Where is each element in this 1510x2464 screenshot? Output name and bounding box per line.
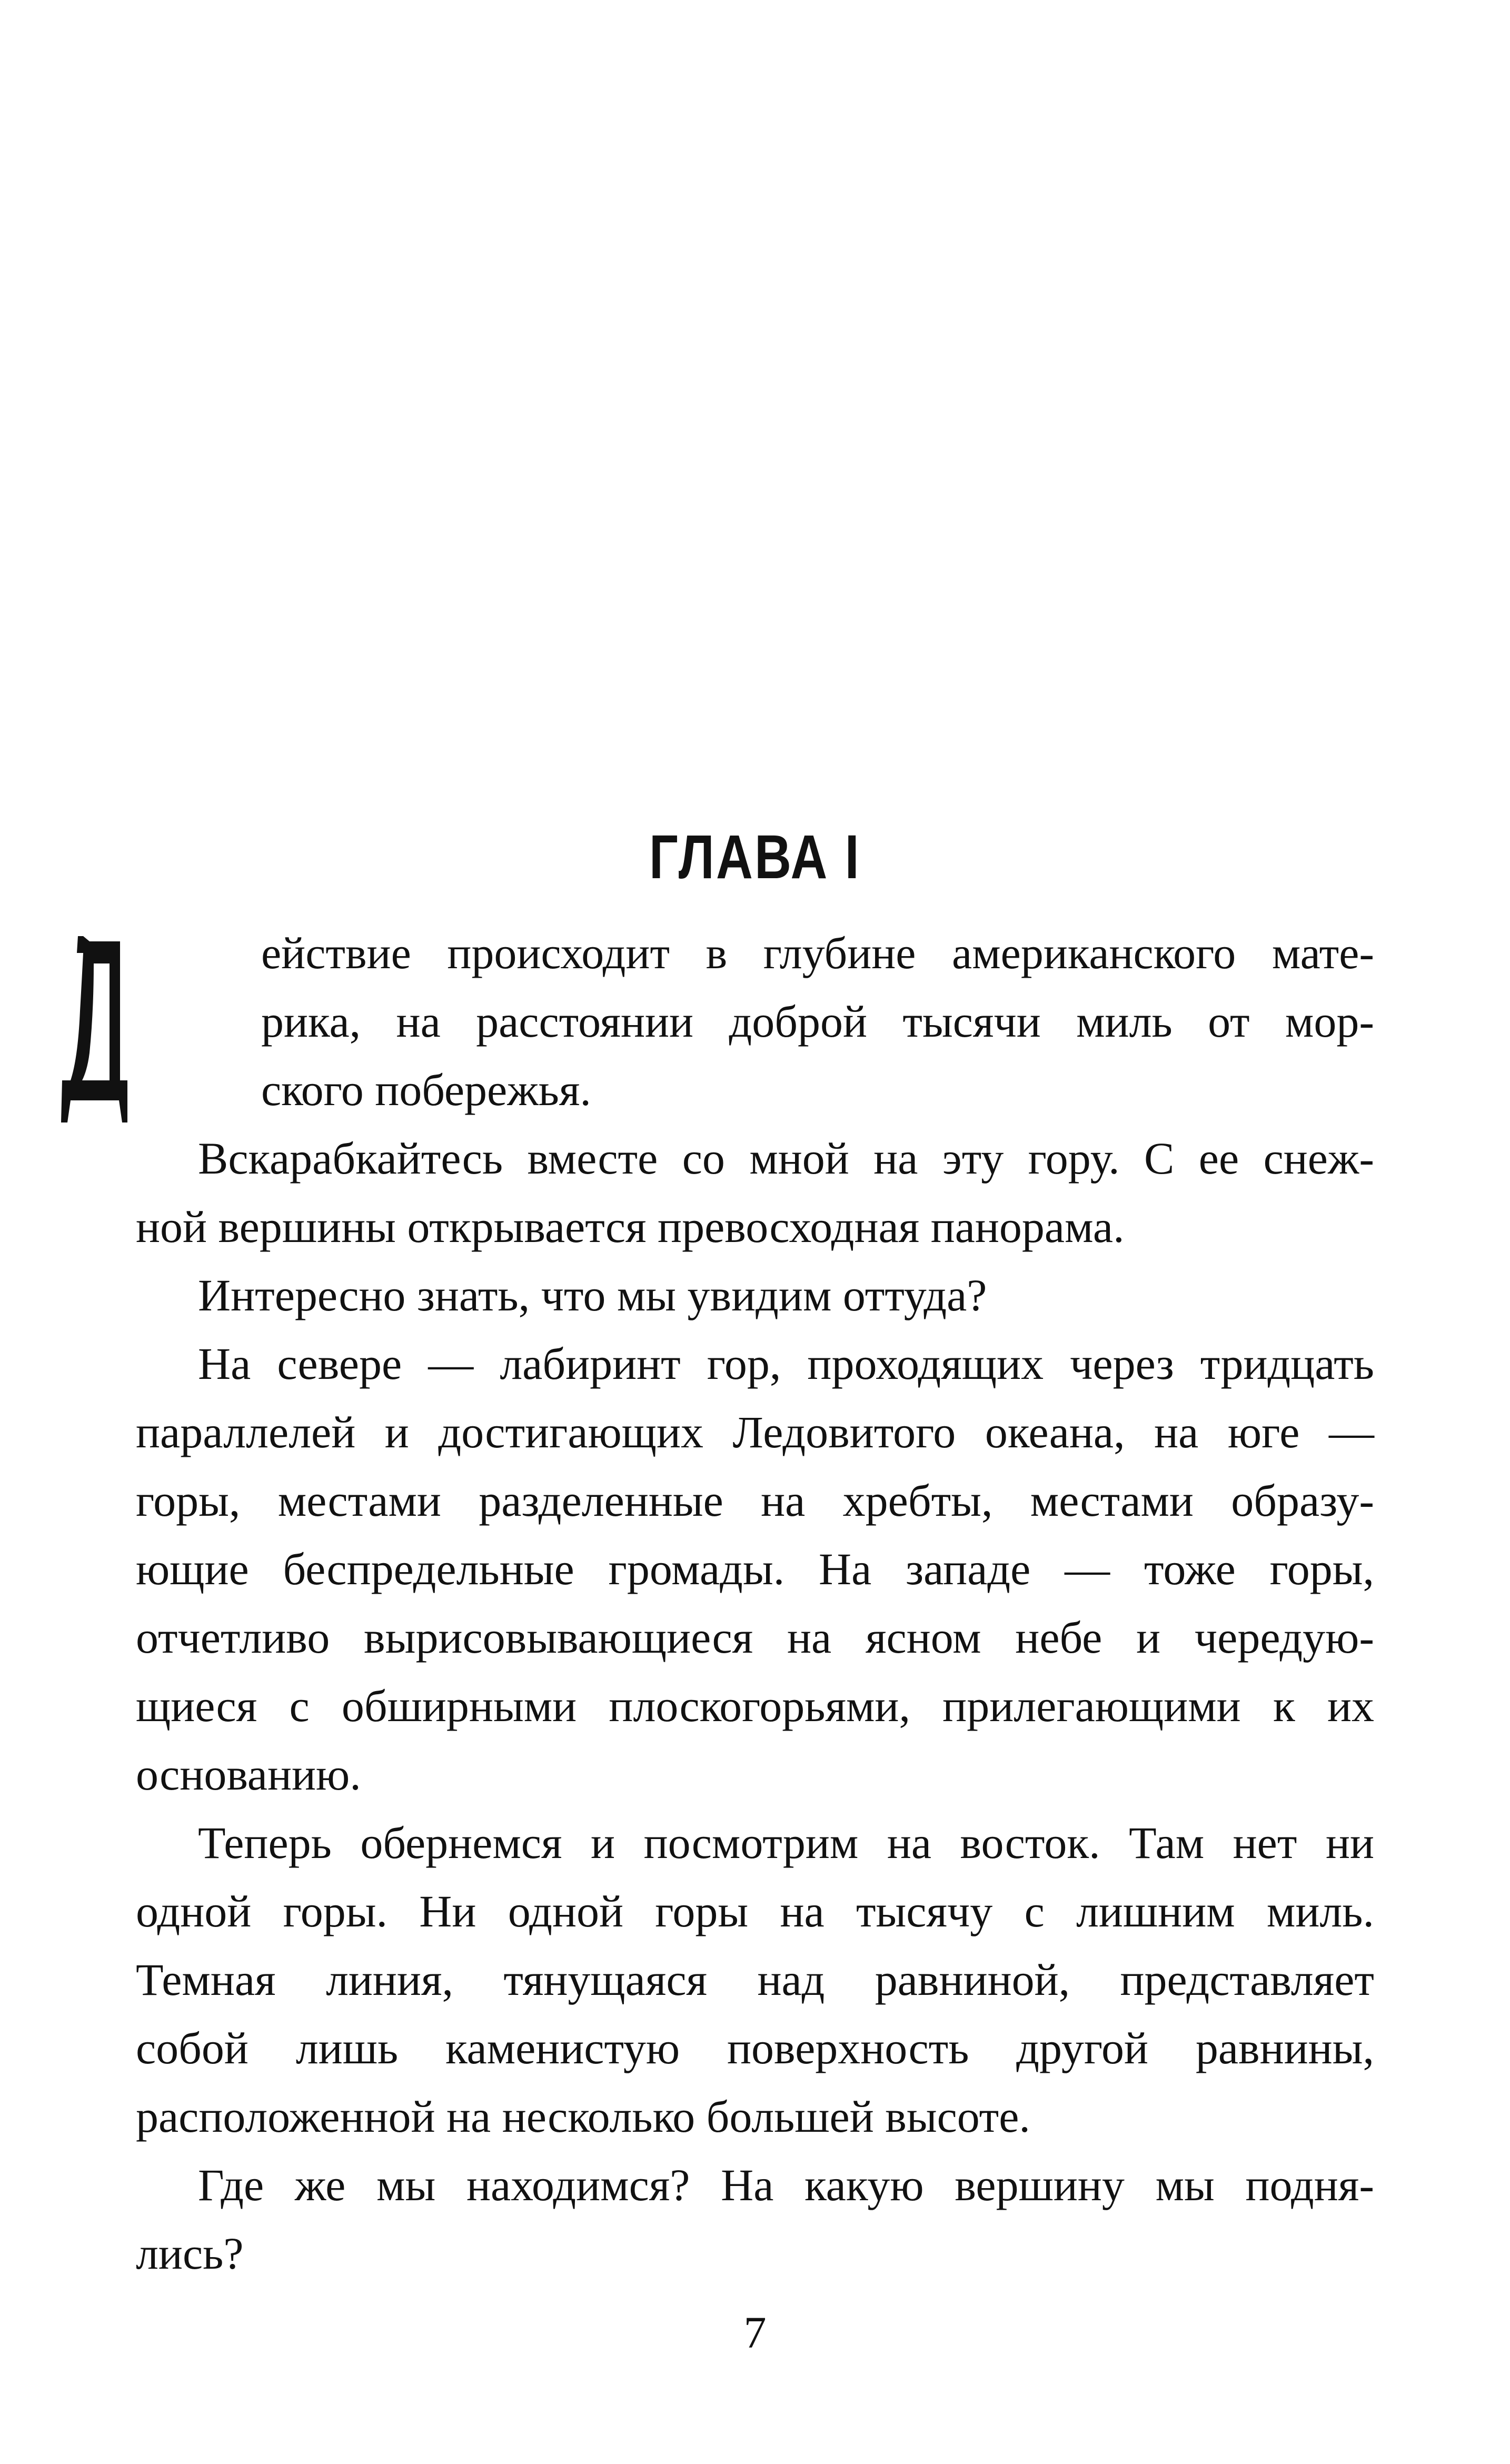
paragraph-line: лись? — [136, 2228, 244, 2279]
paragraph-line: одной горы. Ни одной горы на тысячу с лишним миль. — [136, 1886, 1374, 1936]
paragraph-line: ействие происходит в глубине американского мате- — [261, 928, 1374, 978]
paragraph-line: собой лишь каменистую поверхность другой равнины, — [136, 2023, 1374, 2073]
paragraph-line: Темная линия, тянущаяся над равниной, представляет — [136, 1954, 1374, 2005]
paragraph-line: щиеся с обширными плоскогорьями, прилегающими к их — [136, 1681, 1374, 1731]
paragraph-line: Интересно знать, что мы увидим оттуда? — [198, 1270, 987, 1320]
paragraph-line: расположенной на несколько большей высоте. — [136, 2091, 1030, 2142]
paragraph-line: Где же мы находимся? На какую вершину мы подня- — [198, 2160, 1374, 2210]
paragraph-line: ющие беспредельные громады. На западе — тоже горы, — [136, 1544, 1374, 1594]
paragraph-line: рика, на расстоянии доброй тысячи миль от мор- — [261, 996, 1374, 1047]
paragraph-line: параллелей и достигающих Ледовитого океана, на юге — — [136, 1407, 1374, 1457]
paragraph-line: ского побережья. — [261, 1065, 591, 1115]
paragraph-line: Вскарабкайтесь вместе со мной на эту гору. С ее снеж- — [198, 1133, 1374, 1184]
chapter-text — [136, 919, 1374, 2288]
paragraph-line: горы, местами разделенные на хребты, местами образу- — [136, 1475, 1374, 1526]
paragraph-line: Теперь обернемся и посмотрим на восток. Там нет ни — [198, 1817, 1374, 1868]
paragraph-line: основанию. — [136, 1749, 361, 1800]
page-number: 7 — [743, 2307, 767, 2358]
paragraph-line: ной вершины открывается превосходная панорама. — [136, 1201, 1125, 1252]
chapter-title: ГЛАВА I — [649, 822, 861, 892]
paragraph-line: На севере — лабиринт гор, проходящих через тридцать — [198, 1338, 1374, 1389]
drop-cap-letter — [53, 932, 132, 1127]
paragraph-line: отчетливо вырисовывающиеся на ясном небе и чередую- — [136, 1612, 1374, 1663]
